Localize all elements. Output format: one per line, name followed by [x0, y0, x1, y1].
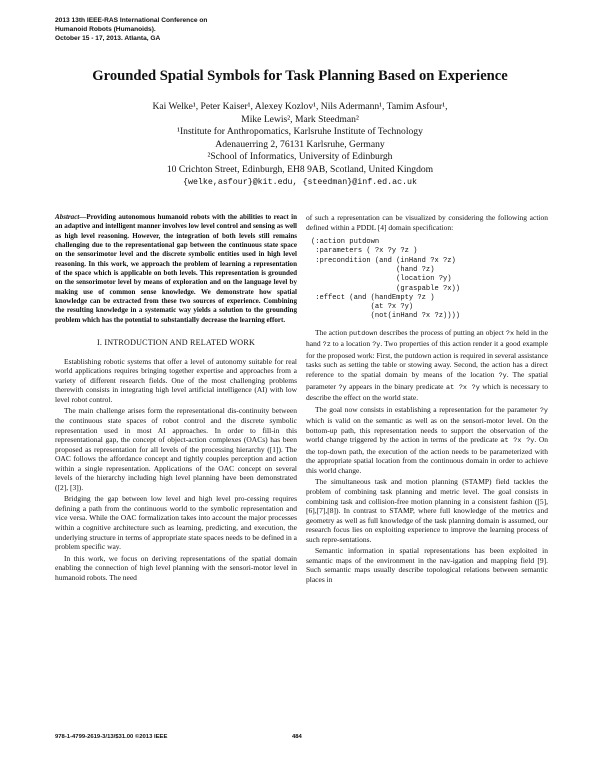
- footer-isbn: 978-1-4799-2619-3/13/$31.00 ©2013 IEEE: [55, 734, 168, 740]
- paragraph: In this work, we focus on deriving representations of the spatial domain enabling the connection of high level planning with the sensori-motor level in humanoid robots. The need: [55, 553, 297, 582]
- affiliation-1-address: Adenauerring 2, 76131 Karlsruhe, Germany: [215, 138, 385, 150]
- left-column: [55, 213, 297, 584]
- paragraph: Establishing robotic systems that offer a level of autonomy suitable for real world applications requires bringing together expertise and approaches from a variety of different research fields. One of the most challenging problems therewith consists in integrating high level artificial intelligence (AI) with low level robot control.: [55, 356, 297, 404]
- pddl-code-listing: (:action putdown :parameters ( ?x ?y ?z ) :precondition (and (inHand ?x ?z) (hand ?z) (location ?y) (graspable ?x)) :effect (and (handEmpty ?z ) (at ?x ?y) (not(inHand ?x ?z)))): [311, 238, 460, 321]
- conference-header: [55, 16, 207, 44]
- abstract-text: —Providing autonomous humanoid robots with the abilities to react in an adaptive and intelligent manner involves low level control and sensing as well as high level reasoning. However, the integration of both levels still remains challenging due to the representational gap between the continuous state space on the sensorimotor level and the discrete symbolic entities used in high level reasoning. In this work, we approach the problem of learning a representation of the space which is applicable on both levels. This representation is grounded on the sensorimotor level by means of exploration and on the language level by making use of common sense knowledge. We demonstrate how spatial knowledge can be extracted from these two sources of experience. Combining the resulting knowledge in a systematic way yields a solution to the grounding problem which has the potential to substantially decrease the learning effort.: [55, 213, 297, 324]
- abstract: [55, 213, 297, 325]
- author-emails: {welke,asfour}@kit.edu, {steedman}@inf.ed.ac.uk: [182, 177, 417, 187]
- paragraph: Bridging the gap between low level and high level pro-cessing requires defining a path from the continuous world to the symbolic representation and vice versa. While the OAC formalization takes into account the major processes within a cognitive architecture such as learning, predicting, and execution, the underlying structure in terms of appropriate state spaces needs to be defined in a problem specific way.: [55, 494, 297, 552]
- author-names-2: Mike Lewis², Mark Steedman²: [241, 113, 359, 125]
- right-column: [306, 213, 548, 586]
- affiliation-1: ¹Institute for Anthropomatics, Karlsruhe Institute of Technology: [177, 126, 423, 138]
- paper-title: Grounded Spatial Symbols for Task Planning Based on Experience: [92, 68, 508, 84]
- paragraph: The goal now consists in establishing a representation for the parameter ?y which is valid on the semantic as well as on the sensori-motor level. On the bottom-up path, this representation needs to support the observation of the world change triggered by the action in terms of the predicate at ?x ?y. On the top-down path, the execution of the action needs to be parameterized with the appropriate spatial location from the continuous domain in order to achieve this world change.: [306, 404, 548, 475]
- paragraph: The simultaneous task and motion planning (STAMP) field tackles the problem of combining task planning and metric level. The goal consists in combining task and collision-free motion planning in a consistent fashion ([5],[6],[7],[8]). In contrast to STAMP, where full knowledge of the metrics and geometry as well as full knowledge of the task planning domain is assumed, our research focus lies on exploiting experience to improve the learning process of such repre-sentations.: [306, 477, 548, 544]
- affiliation-2-address: 10 Crichton Street, Edinburgh, EH8 9AB, Scotland, United Kingdom: [166, 163, 434, 175]
- page-number: 484: [292, 734, 302, 740]
- author-names-1: Kai Welke¹, Peter Kaiser¹, Alexey Kozlov¹, Nils Adermann¹, Tamim Asfour¹,: [152, 101, 448, 112]
- paragraph: The main challenge arises form the representational dis-continuity between the continuous state spaces of robot control and the discrete symbolic representation used in most AI approaches. In order to fill-in this representational gap, the concept of object-action complexes (OACs) has been proposed as representation for all levels of the processing hierarchy ([1]). The OAC follows the affordance concept and tightly couples perception and action within a single representation. Applications of the OAC concept on several levels of the hierarchy including high level planning have been demonstrated ([2], [3]).: [55, 406, 297, 492]
- paragraph: Semantic information in spatial representations has been exploited in semantic maps of the environment in the nav-igation and mapping field [9]. Such semantic maps usually describe topological relations between semantic places in: [306, 546, 548, 584]
- abstract-label: Abstract: [55, 213, 80, 221]
- conference-line-2: Humanoid Robots (Humanoids).: [55, 26, 156, 34]
- conference-line-3: October 15 - 17, 2013. Atlanta, GA: [55, 35, 161, 43]
- author-block: [0, 101, 600, 189]
- paragraph: The action putdown describes the process of putting an object ?x held in the hand ?z to a location ?y. Two properties of this action render it a good example for the proposed work: First, the putdown action is required in several assistance tasks such as setting the table or stowing away. Second, the action has a direct reference to the spatial domain by means of the location ?y. The spatial parameter ?y appears in the binary predicate at ?x ?y which is necessary to describe the effect on the world state.: [306, 327, 549, 403]
- paragraph: of such a representation can be visualized by considering the following action defined within a PDDL [4] domain specification:: [306, 213, 548, 232]
- section-heading: I. INTRODUCTION AND RELATED WORK: [97, 338, 255, 348]
- conference-line-1: 2013 13th IEEE-RAS International Conference on: [55, 17, 208, 24]
- affiliation-2: ²School of Informatics, University of Edinburgh: [207, 151, 393, 163]
